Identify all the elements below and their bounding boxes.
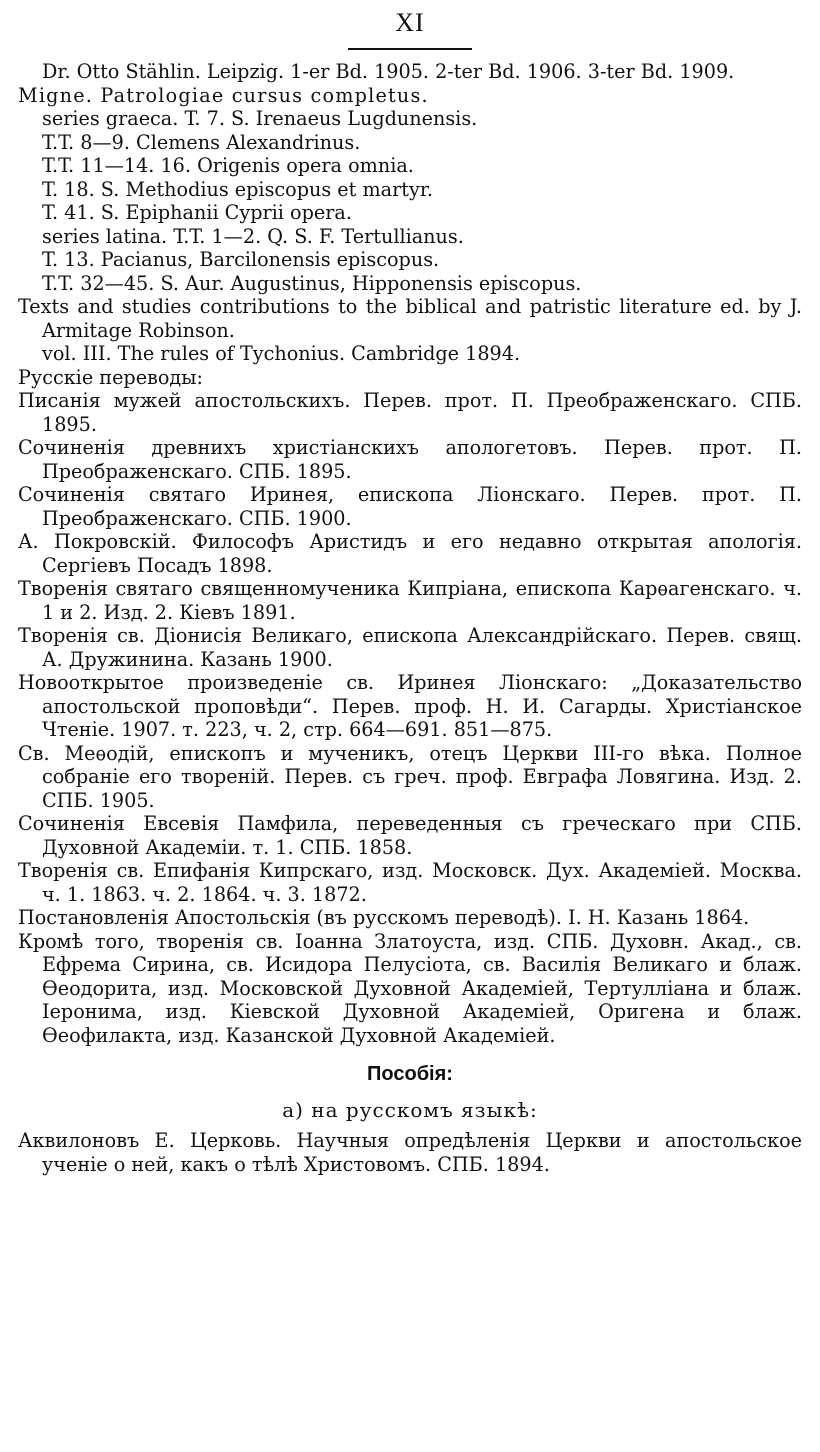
entry-methodius: T. 18. S. Methodius episcopus et martyr.: [42, 177, 433, 201]
entry-pokrovsky: А. Покровскій. Философъ Аристидъ и его недавно открытая апологія. Сергіевъ Посадъ 1898.: [18, 530, 802, 577]
entry-pacianus: T. 13. Pacianus, Barcilonensis episcopus.: [42, 248, 440, 271]
section-russian-translations: Русскіе переводы:: [18, 365, 203, 389]
entry-apologetov: Сочиненія древнихъ христіанскихъ апологетовъ. Перев. прот. П. Преображенскаго. СПБ. 1895.: [18, 436, 802, 483]
entry-krome: Кромѣ того, творенія св. Іоанна Златоуста, изд. СПБ. Духовн. Акад., св. Ефрема Сирина, св. Исидора Пелусіота, св. Василія Великаго и блаж. Ѳеодорита, изд. Московской Духовной Академіей, Тертулліана и блаж. Іеронима, изд. Кіевской Духовной Академіей, Оригена и блаж. Ѳеофилакта, изд. Казанской Духовной Академіей.: [18, 929, 802, 1047]
entry-texts-and-studies: Texts and studies contributions to the biblical and patristic literature ed. by J. Armitage Robinson.: [18, 295, 802, 342]
entry-evseviya: Сочиненія Евсевія Памфила, переведенныя съ греческаго при СПБ. Духовной Академіи. т. 1. СПБ. 1858.: [18, 812, 802, 859]
entry-novootkrytoe: Новооткрытое произведеніе св. Иринея Ліонскаго: „Доказательство апостольской проповѣди“. Перев. проф. Н. И. Сагарды. Христіанское Чтеніе. 1907. т. 223, ч. 2, стр. 664—691. 851—875.: [18, 671, 802, 741]
entry-irineya: Сочиненія святаго Иринея, епископа Ліонскаго. Перев. прот. П. Преображенскаго. СПБ. 1900.: [18, 483, 802, 530]
entry-stahlin: Dr. Otto Stählin. Leipzig. 1-er Bd. 1905. 2-ter Bd. 1906. 3-ter Bd. 1909.: [42, 60, 735, 83]
entry-akvilonov: Аквилоновъ Е. Церковь. Научныя опредѣленія Церкви и апостольское ученіе о ней, какъ о тѣлѣ Христовомъ. СПБ. 1894.: [18, 1129, 802, 1176]
subsection-heading-russian: а) на русскомъ языкѣ:: [282, 1098, 538, 1122]
entry-clemens: T.T. 8—9. Clemens Alexandrinus.: [42, 130, 361, 154]
aids-list: [18, 1129, 802, 1176]
entry-series-graeca: series graeca. T. 7. S. Irenaeus Lugdunensis.: [42, 107, 478, 130]
entry-epifaniya: Творенія св. Епифанія Кипрскаго, изд. Московск. Дух. Академіей. Москва. ч. 1. 1863. ч. 2. 1864. ч. 3. 1872.: [18, 859, 802, 906]
bibliography-list: [18, 60, 802, 1047]
page-number: XI: [395, 8, 425, 37]
entry-dionisiya: Творенія св. Діонисія Великаго, епископа Александрійскаго. Перев. свящ. А. Дружинина. Казань 1900.: [18, 624, 802, 671]
entry-kipriana: Творенія святаго священномученика Кипріана, епископа Карѳагенскаго. ч. 1 и 2. Изд. 2. Кіевъ 1891.: [18, 577, 802, 624]
entry-postanovleniya: Постановленія Апостольскія (въ русскомъ переводѣ). I. Н. Казань 1864.: [18, 906, 750, 929]
entry-epiphanii: T. 41. S. Epiphanii Cyprii opera.: [42, 201, 352, 224]
entry-tychonius: vol. III. The rules of Tychonius. Cambridge 1894.: [42, 342, 521, 365]
entry-migne: Migne. Patrologiae cursus completus.: [18, 83, 429, 107]
entry-pisaniya: Писанія мужей апостольскихъ. Перев. прот. П. Преображенскаго. СПБ. 1895.: [18, 389, 802, 436]
entry-mefodiy: Св. Меѳодій, епископъ и мученикъ, отецъ Церкви III-го вѣка. Полное собраніе его твореній. Перев. съ греч. проф. Евграфа Ловягина. Изд. 2. СПБ. 1905.: [18, 741, 802, 812]
entry-origenis: T.T. 11—14. 16. Origenis opera omnia.: [42, 154, 414, 177]
entry-augustinus: T.T. 32—45. S. Aur. Augustinus, Hipponensis episcopus.: [42, 271, 582, 295]
entry-series-latina: series latina. T.T. 1—2. Q. S. F. Tertullianus.: [42, 224, 464, 248]
section-heading-posobiya: Пособія:: [367, 1063, 453, 1085]
header-rule: [348, 48, 472, 50]
